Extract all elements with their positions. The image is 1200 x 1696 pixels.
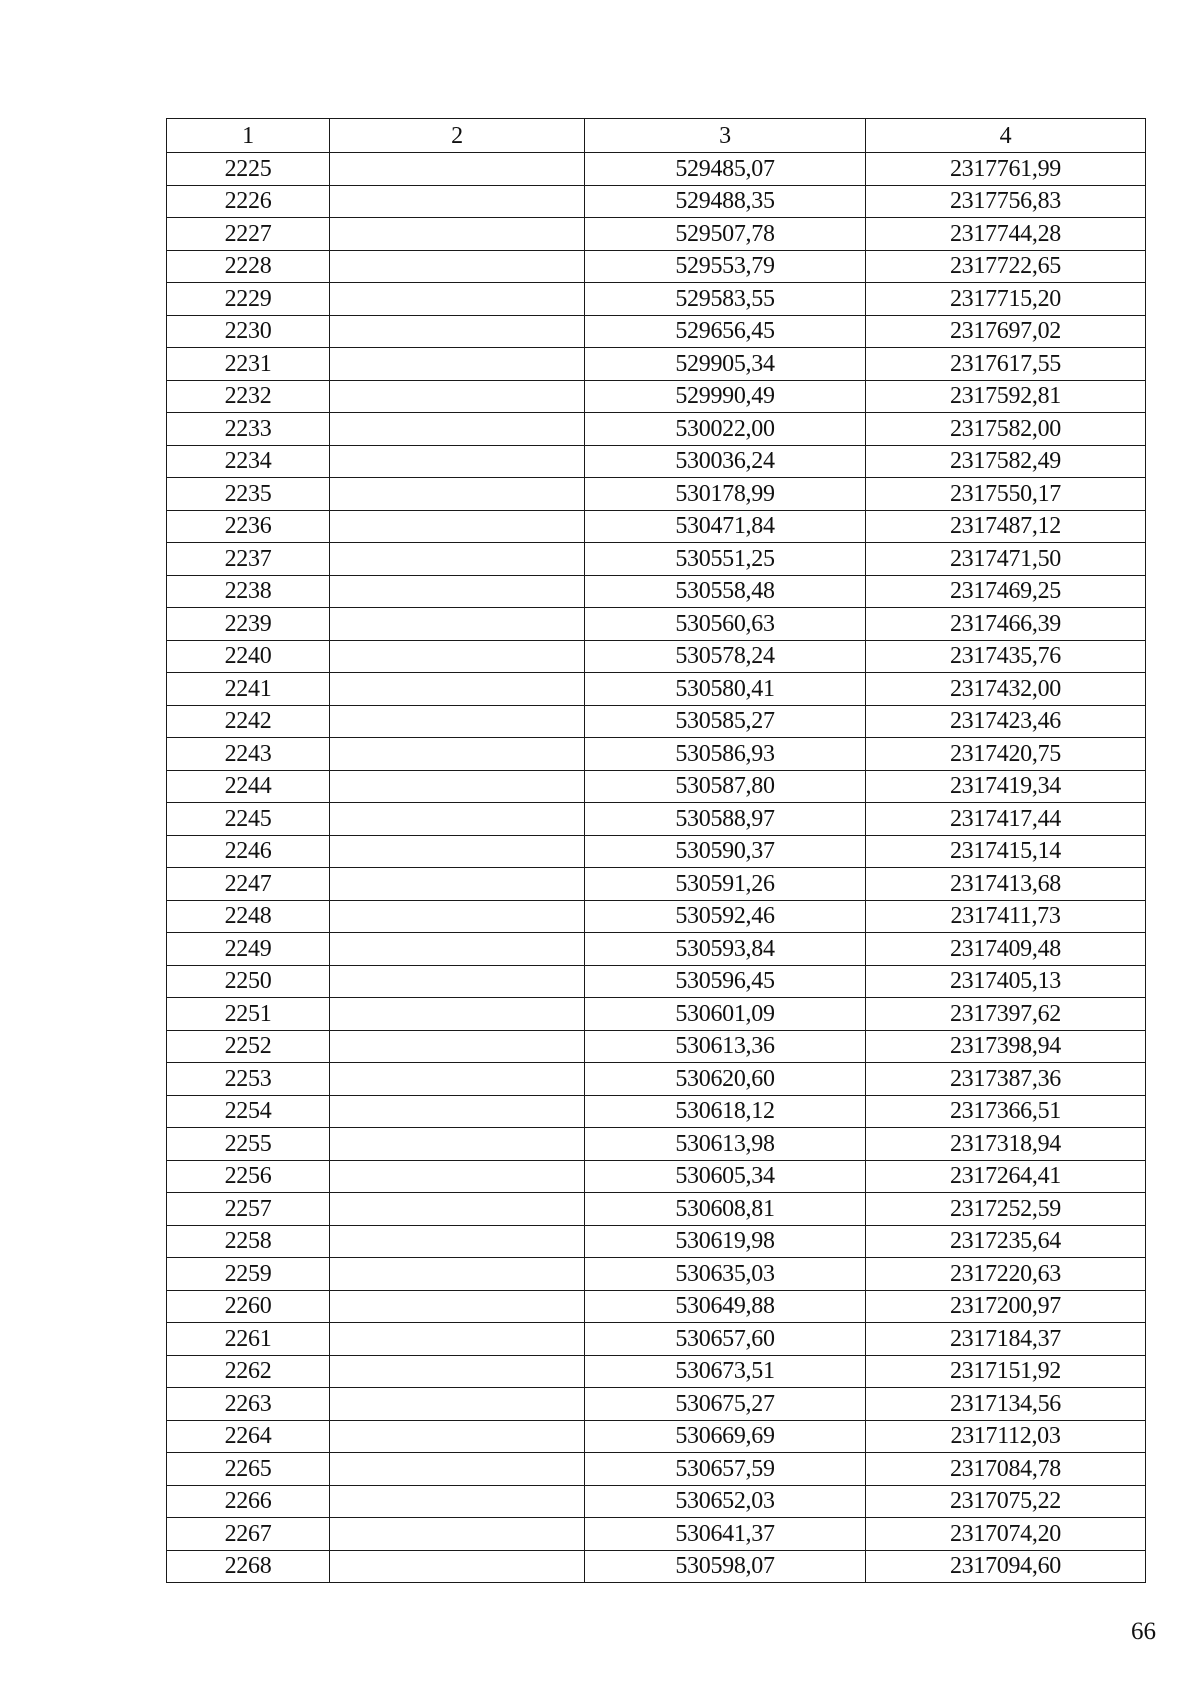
- header-row: [167, 119, 1146, 153]
- coordinate-x-cell: 529990,49: [585, 380, 866, 413]
- column-2-cell: [330, 478, 585, 511]
- point-number-cell: 2237: [167, 543, 330, 576]
- column-2-cell: [330, 738, 585, 771]
- point-number-cell: 2232: [167, 380, 330, 413]
- point-number-cell: 2242: [167, 705, 330, 738]
- coordinate-y-cell: 2317582,00: [866, 413, 1146, 446]
- coordinate-y-cell: 2317419,34: [866, 770, 1146, 803]
- coordinate-y-cell: 2317761,99: [866, 153, 1146, 186]
- point-number-cell: 2229: [167, 283, 330, 316]
- point-number-cell: 2262: [167, 1355, 330, 1388]
- column-header-1: 1: [167, 119, 330, 153]
- table-row: [167, 185, 1146, 218]
- point-number-cell: 2253: [167, 1063, 330, 1096]
- coordinate-y-cell: 2317235,64: [866, 1225, 1146, 1258]
- coordinate-y-cell: 2317094,60: [866, 1550, 1146, 1583]
- table-row: [167, 965, 1146, 998]
- table-row: [167, 608, 1146, 641]
- coordinate-x-cell: 529485,07: [585, 153, 866, 186]
- column-2-cell: [330, 1323, 585, 1356]
- point-number-cell: 2243: [167, 738, 330, 771]
- column-2-cell: [330, 413, 585, 446]
- coordinate-y-cell: 2317715,20: [866, 283, 1146, 316]
- coordinate-x-cell: 530588,97: [585, 803, 866, 836]
- column-2-cell: [330, 1095, 585, 1128]
- coordinate-y-cell: 2317582,49: [866, 445, 1146, 478]
- point-number-cell: 2249: [167, 933, 330, 966]
- column-2-cell: [330, 315, 585, 348]
- coordinate-y-cell: 2317420,75: [866, 738, 1146, 771]
- table-row: [167, 510, 1146, 543]
- table-row: [167, 933, 1146, 966]
- table-row: [167, 770, 1146, 803]
- table-row: [167, 1388, 1146, 1421]
- point-number-cell: 2266: [167, 1485, 330, 1518]
- table-row: [167, 315, 1146, 348]
- coordinate-x-cell: 530618,12: [585, 1095, 866, 1128]
- coordinate-y-cell: 2317697,02: [866, 315, 1146, 348]
- coordinate-x-cell: 530613,36: [585, 1030, 866, 1063]
- column-2-cell: [330, 835, 585, 868]
- table-row: [167, 1063, 1146, 1096]
- coordinate-y-cell: 2317220,63: [866, 1258, 1146, 1291]
- coordinate-y-cell: 2317151,92: [866, 1355, 1146, 1388]
- column-2-cell: [330, 510, 585, 543]
- coordinate-x-cell: 530657,60: [585, 1323, 866, 1356]
- point-number-cell: 2255: [167, 1128, 330, 1161]
- column-2-cell: [330, 1030, 585, 1063]
- point-number-cell: 2261: [167, 1323, 330, 1356]
- column-2-cell: [330, 153, 585, 186]
- coordinate-x-cell: 529488,35: [585, 185, 866, 218]
- coordinate-x-cell: 530620,60: [585, 1063, 866, 1096]
- table-row: [167, 868, 1146, 901]
- coordinate-y-cell: 2317744,28: [866, 218, 1146, 251]
- table-row: [167, 445, 1146, 478]
- coordinate-x-cell: 530635,03: [585, 1258, 866, 1291]
- table-row: [167, 575, 1146, 608]
- point-number-cell: 2231: [167, 348, 330, 381]
- column-2-cell: [330, 1355, 585, 1388]
- coordinate-y-cell: 2317405,13: [866, 965, 1146, 998]
- coordinate-x-cell: 530605,34: [585, 1160, 866, 1193]
- coordinate-x-cell: 530592,46: [585, 900, 866, 933]
- coordinate-x-cell: 530673,51: [585, 1355, 866, 1388]
- column-2-cell: [330, 933, 585, 966]
- coordinate-x-cell: 530657,59: [585, 1453, 866, 1486]
- column-2-cell: [330, 1388, 585, 1421]
- column-header-3: 3: [585, 119, 866, 153]
- coordinate-y-cell: 2317487,12: [866, 510, 1146, 543]
- point-number-cell: 2239: [167, 608, 330, 641]
- column-2-cell: [330, 185, 585, 218]
- coordinate-y-cell: 2317075,22: [866, 1485, 1146, 1518]
- point-number-cell: 2236: [167, 510, 330, 543]
- table-row: [167, 998, 1146, 1031]
- coordinate-y-cell: 2317435,76: [866, 640, 1146, 673]
- coordinate-x-cell: 530551,25: [585, 543, 866, 576]
- coordinate-x-cell: 530578,24: [585, 640, 866, 673]
- coordinate-x-cell: 529905,34: [585, 348, 866, 381]
- column-2-cell: [330, 868, 585, 901]
- table-header: [167, 119, 1146, 153]
- point-number-cell: 2267: [167, 1518, 330, 1551]
- column-2-cell: [330, 998, 585, 1031]
- coordinate-y-cell: 2317411,73: [866, 900, 1146, 933]
- table-row: [167, 1290, 1146, 1323]
- point-number-cell: 2238: [167, 575, 330, 608]
- point-number-cell: 2264: [167, 1420, 330, 1453]
- coordinate-y-cell: 2317722,65: [866, 250, 1146, 283]
- point-number-cell: 2260: [167, 1290, 330, 1323]
- table-row: [167, 1095, 1146, 1128]
- table-row: [167, 413, 1146, 446]
- table-row: [167, 1355, 1146, 1388]
- coordinate-x-cell: 530675,27: [585, 1388, 866, 1421]
- table-row: [167, 1485, 1146, 1518]
- table-row: [167, 803, 1146, 836]
- coordinate-x-cell: 530036,24: [585, 445, 866, 478]
- coordinate-x-cell: 530586,93: [585, 738, 866, 771]
- column-2-cell: [330, 1453, 585, 1486]
- coordinate-y-cell: 2317398,94: [866, 1030, 1146, 1063]
- coordinates-table: [166, 118, 1146, 1583]
- table-row: [167, 478, 1146, 511]
- column-2-cell: [330, 1485, 585, 1518]
- coordinate-x-cell: 530587,80: [585, 770, 866, 803]
- coordinate-y-cell: 2317366,51: [866, 1095, 1146, 1128]
- table-row: [167, 1550, 1146, 1583]
- coordinate-y-cell: 2317592,81: [866, 380, 1146, 413]
- point-number-cell: 2251: [167, 998, 330, 1031]
- column-2-cell: [330, 1420, 585, 1453]
- coordinate-x-cell: 529553,79: [585, 250, 866, 283]
- point-number-cell: 2244: [167, 770, 330, 803]
- coordinate-x-cell: 529656,45: [585, 315, 866, 348]
- column-2-cell: [330, 380, 585, 413]
- column-2-cell: [330, 283, 585, 316]
- coordinate-y-cell: 2317184,37: [866, 1323, 1146, 1356]
- coordinate-x-cell: 530641,37: [585, 1518, 866, 1551]
- coordinate-x-cell: 530649,88: [585, 1290, 866, 1323]
- point-number-cell: 2245: [167, 803, 330, 836]
- column-2-cell: [330, 348, 585, 381]
- table-row: [167, 1518, 1146, 1551]
- column-2-cell: [330, 1550, 585, 1583]
- column-2-cell: [330, 1225, 585, 1258]
- point-number-cell: 2258: [167, 1225, 330, 1258]
- table-row: [167, 1420, 1146, 1453]
- point-number-cell: 2234: [167, 445, 330, 478]
- coordinate-x-cell: 530601,09: [585, 998, 866, 1031]
- point-number-cell: 2248: [167, 900, 330, 933]
- coordinate-y-cell: 2317252,59: [866, 1193, 1146, 1226]
- table-row: [167, 283, 1146, 316]
- column-2-cell: [330, 705, 585, 738]
- coordinate-x-cell: 530560,63: [585, 608, 866, 641]
- table-row: [167, 380, 1146, 413]
- coordinate-x-cell: 530598,07: [585, 1550, 866, 1583]
- column-2-cell: [330, 673, 585, 706]
- point-number-cell: 2247: [167, 868, 330, 901]
- point-number-cell: 2226: [167, 185, 330, 218]
- point-number-cell: 2235: [167, 478, 330, 511]
- coordinate-y-cell: 2317264,41: [866, 1160, 1146, 1193]
- table-row: [167, 1128, 1146, 1161]
- table-row: [167, 153, 1146, 186]
- coordinate-x-cell: 529583,55: [585, 283, 866, 316]
- coordinate-y-cell: 2317112,03: [866, 1420, 1146, 1453]
- point-number-cell: 2246: [167, 835, 330, 868]
- coordinate-x-cell: 530619,98: [585, 1225, 866, 1258]
- column-2-cell: [330, 1258, 585, 1291]
- table-row: [167, 738, 1146, 771]
- coordinate-x-cell: 530593,84: [585, 933, 866, 966]
- point-number-cell: 2241: [167, 673, 330, 706]
- table-row: [167, 705, 1146, 738]
- coordinate-x-cell: 529507,78: [585, 218, 866, 251]
- coordinate-y-cell: 2317471,50: [866, 543, 1146, 576]
- coordinate-x-cell: 530591,26: [585, 868, 866, 901]
- point-number-cell: 2263: [167, 1388, 330, 1421]
- column-2-cell: [330, 640, 585, 673]
- column-2-cell: [330, 250, 585, 283]
- table-row: [167, 1160, 1146, 1193]
- point-number-cell: 2254: [167, 1095, 330, 1128]
- table-body: [167, 153, 1146, 1583]
- coordinate-x-cell: 530022,00: [585, 413, 866, 446]
- coordinate-y-cell: 2317756,83: [866, 185, 1146, 218]
- column-2-cell: [330, 1128, 585, 1161]
- coordinate-x-cell: 530652,03: [585, 1485, 866, 1518]
- point-number-cell: 2259: [167, 1258, 330, 1291]
- column-header-2: 2: [330, 119, 585, 153]
- column-2-cell: [330, 1063, 585, 1096]
- table-row: [167, 900, 1146, 933]
- column-2-cell: [330, 1193, 585, 1226]
- column-2-cell: [330, 218, 585, 251]
- table-row: [167, 250, 1146, 283]
- coordinate-y-cell: 2317417,44: [866, 803, 1146, 836]
- coordinate-y-cell: 2317387,36: [866, 1063, 1146, 1096]
- coordinate-y-cell: 2317617,55: [866, 348, 1146, 381]
- table-row: [167, 543, 1146, 576]
- point-number-cell: 2265: [167, 1453, 330, 1486]
- coordinate-y-cell: 2317466,39: [866, 608, 1146, 641]
- coordinate-y-cell: 2317409,48: [866, 933, 1146, 966]
- column-2-cell: [330, 575, 585, 608]
- coordinate-y-cell: 2317074,20: [866, 1518, 1146, 1551]
- point-number-cell: 2227: [167, 218, 330, 251]
- column-2-cell: [330, 965, 585, 998]
- coordinate-y-cell: 2317413,68: [866, 868, 1146, 901]
- point-number-cell: 2240: [167, 640, 330, 673]
- column-2-cell: [330, 608, 585, 641]
- point-number-cell: 2256: [167, 1160, 330, 1193]
- point-number-cell: 2230: [167, 315, 330, 348]
- coordinate-x-cell: 530580,41: [585, 673, 866, 706]
- column-header-4: 4: [866, 119, 1146, 153]
- coordinate-x-cell: 530471,84: [585, 510, 866, 543]
- coordinate-y-cell: 2317200,97: [866, 1290, 1146, 1323]
- table-row: [167, 1258, 1146, 1291]
- column-2-cell: [330, 445, 585, 478]
- coordinate-y-cell: 2317318,94: [866, 1128, 1146, 1161]
- point-number-cell: 2252: [167, 1030, 330, 1063]
- point-number-cell: 2233: [167, 413, 330, 446]
- table-row: [167, 1225, 1146, 1258]
- coordinate-x-cell: 530608,81: [585, 1193, 866, 1226]
- coordinate-y-cell: 2317415,14: [866, 835, 1146, 868]
- coordinate-y-cell: 2317423,46: [866, 705, 1146, 738]
- coordinate-x-cell: 530558,48: [585, 575, 866, 608]
- column-2-cell: [330, 1160, 585, 1193]
- coordinate-y-cell: 2317084,78: [866, 1453, 1146, 1486]
- coordinate-y-cell: 2317397,62: [866, 998, 1146, 1031]
- table-row: [167, 835, 1146, 868]
- table-row: [167, 1453, 1146, 1486]
- column-2-cell: [330, 543, 585, 576]
- point-number-cell: 2257: [167, 1193, 330, 1226]
- coordinate-x-cell: 530585,27: [585, 705, 866, 738]
- coordinate-y-cell: 2317550,17: [866, 478, 1146, 511]
- coordinate-x-cell: 530590,37: [585, 835, 866, 868]
- column-2-cell: [330, 900, 585, 933]
- table-row: [167, 1323, 1146, 1356]
- column-2-cell: [330, 803, 585, 836]
- table-row: [167, 348, 1146, 381]
- table-row: [167, 673, 1146, 706]
- point-number-cell: 2225: [167, 153, 330, 186]
- coordinate-x-cell: 530178,99: [585, 478, 866, 511]
- coordinate-y-cell: 2317469,25: [866, 575, 1146, 608]
- coordinate-y-cell: 2317432,00: [866, 673, 1146, 706]
- table-row: [167, 1030, 1146, 1063]
- coordinate-y-cell: 2317134,56: [866, 1388, 1146, 1421]
- point-number-cell: 2250: [167, 965, 330, 998]
- point-number-cell: 2268: [167, 1550, 330, 1583]
- page-number: 66: [1131, 1618, 1156, 1645]
- coordinate-x-cell: 530669,69: [585, 1420, 866, 1453]
- table-row: [167, 640, 1146, 673]
- table-row: [167, 218, 1146, 251]
- coordinate-x-cell: 530613,98: [585, 1128, 866, 1161]
- coordinate-x-cell: 530596,45: [585, 965, 866, 998]
- column-2-cell: [330, 1518, 585, 1551]
- point-number-cell: 2228: [167, 250, 330, 283]
- column-2-cell: [330, 770, 585, 803]
- table-row: [167, 1193, 1146, 1226]
- column-2-cell: [330, 1290, 585, 1323]
